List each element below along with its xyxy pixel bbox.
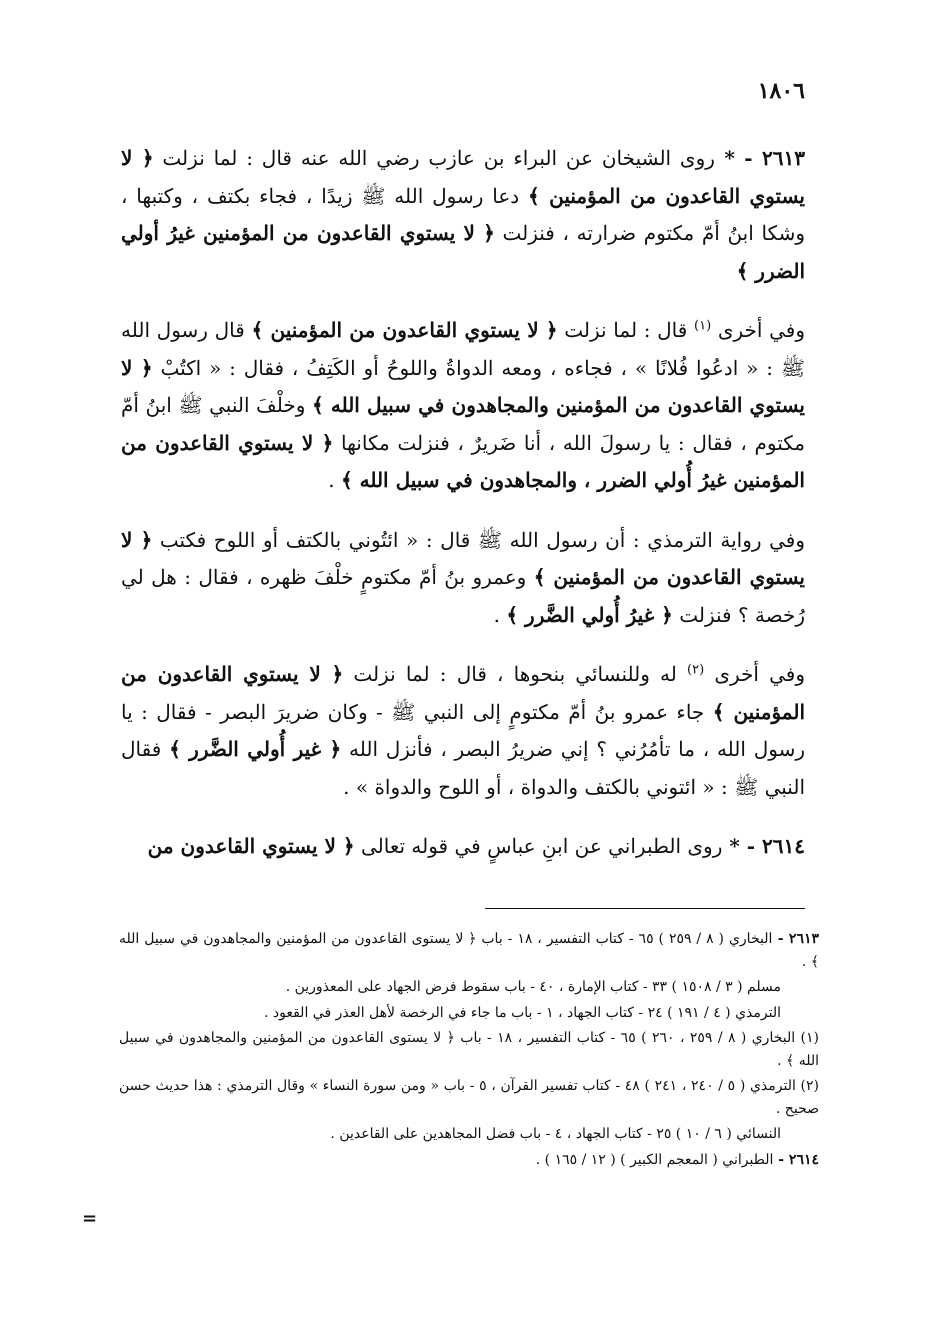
quran-quote: ﴿ غير أُولي الضَّرر ﴾ xyxy=(169,737,342,761)
quran-quote: ﴿ لا يستوي القاعدون من المؤمنين غيرُ أولي الضرر ﴾ xyxy=(121,221,805,283)
hadith-number: ٢٦١٤ - * xyxy=(722,834,805,858)
text-segment: وفي أخرى xyxy=(711,318,806,342)
text-segment: وخلْفَ النبي ﷺ ابنُ أمّ مكتوم ، فقال : يا رسولَ الله ، أنا ضَريرٌ ، فنزلت مكانها xyxy=(121,393,805,455)
quran-quote: ﴿ لا يستوي القاعدون من xyxy=(147,834,355,858)
footnote-text: النسائي ( ٦ / ١٠ ) ٢٥ - كتاب الجهاد ، ٤ - باب فضل المجاهدين على القاعدين . xyxy=(330,1126,781,1142)
quran-quote: ﴿ لا يستوي القاعدون من المؤمنين والمجاهدون في سبيل الله ﴾ xyxy=(121,355,805,417)
text-segment: روى الطبراني عن ابنِ عباسٍ في قوله تعالى xyxy=(354,834,723,858)
text-segment: . xyxy=(328,468,341,492)
footnote-number: ٢٦١٤ - xyxy=(773,1151,819,1168)
text-segment: له وللنسائي بنحوها ، قال : لما نزلت xyxy=(343,662,688,686)
footnote-number: ٢٦١٣ - xyxy=(772,931,819,947)
text-segment: فقال النبي ﷺ : « ائتوني بالكتف والدواة ، أو اللوح والدواة » . xyxy=(121,737,805,799)
footnote-ref: (١) xyxy=(694,318,712,334)
text-segment: دعا رسول الله ﷺ زيدًا ، فجاء بكتف ، وكتبها ، وشكا ابنُ أمّ مكتوم ضرارته ، فنزلت xyxy=(121,183,805,245)
quran-quote: ﴿ لا يستوي القاعدون من المؤمنين ﴾ xyxy=(121,527,805,589)
quran-quote: ﴿ لا يستوي القاعدون من المؤمنين ﴾ xyxy=(251,318,558,342)
text-segment: وفي رواية الترمذي : أن رسول الله ﷺ قال : « ائتُوني بالكتف أو اللوح فكتب xyxy=(152,527,806,552)
paragraph xyxy=(121,656,805,806)
footnote-text: (٢) الترمذي ( ٥ / ٢٤٠ ، ٢٤١ ) ٤٨ - كتاب تفسير القرآن ، ٥ - باب « ومن سورة النساء » وقال الترمذي : هذا حديث حسن صحيح . xyxy=(119,1078,819,1117)
quran-quote: ﴿ لا يستوي القاعدون من المؤمنين غيرُ أُولي الضرر ، والمجاهدون في سبيل الله ﴾ xyxy=(121,430,805,492)
footnote-text: البخاري ( ٨ / ٢٥٩ ) ٦٥ - كتاب التفسير ، ١٨ - باب ﴿ لا يستوى القاعدون من المؤمنين والمجاهدون في سبيل الله ﴾ . xyxy=(119,931,819,970)
footnote-text: الطبراني ( المعجم الكبير ) ( ١٢ / ١٦٥ ) . xyxy=(535,1151,774,1168)
text-segment: وفي أخرى xyxy=(704,662,806,686)
footnote-divider xyxy=(485,908,805,909)
paragraph xyxy=(121,522,805,635)
footnote xyxy=(119,928,819,973)
footnote xyxy=(119,1149,819,1172)
paragraph xyxy=(121,140,805,290)
footnote xyxy=(119,1027,819,1072)
quran-quote: ﴿ لا يستوي القاعدون من المؤمنين ﴾ xyxy=(121,662,805,724)
footnotes xyxy=(119,928,819,1174)
quran-quote: ﴿ لا يستوي القاعدون من المؤمنين ﴾ xyxy=(121,146,805,208)
footnote xyxy=(119,1002,819,1025)
text-segment: . xyxy=(493,602,507,627)
continuation-mark: = xyxy=(82,1208,98,1229)
footnote xyxy=(119,1075,819,1120)
text-segment: جاء عمرو بنُ أمّ مكتومٍ إلى النبي ﷺ - وكان ضريرَ البصر - فقال : يا رسول الله ، ما تأمُرُني ؟ إني ضريرُ البصر ، فأنزل الله xyxy=(121,699,806,761)
text-segment: قال رسول الله ﷺ : « ادعُوا فُلانًا » ، فجاءه ، ومعه الدواةُ واللوحُ أو الكَتِفُ ، فقال : « اكتُبْ xyxy=(121,318,805,380)
hadith-number: ٢٦١٣ - * xyxy=(714,146,806,170)
footnote-text: الترمذي ( ٤ / ١٩١ ) ٢٤ - كتاب الجهاد ، ١ - باب ما جاء في الرخصة لأهل العذر في القعود . xyxy=(263,1004,781,1021)
paragraph xyxy=(121,828,805,866)
footnote xyxy=(119,1123,819,1146)
text-segment: قال : لما نزلت xyxy=(557,318,695,342)
footnote-text: (١) البخاري ( ٨ / ٢٥٩ ، ٢٦٠ ) ٦٥ - كتاب التفسير ، ١٨ - باب ﴿ لا يستوى القاعدون من المؤمنين والمجاهدون في سبيل الله ﴾ . xyxy=(119,1030,819,1069)
main-text xyxy=(121,140,805,888)
paragraph xyxy=(121,312,805,500)
text-segment: وعمرو بنُ أمّ مكتومٍ خلْفَ ظهره ، فقال : هل لي رُخصة ؟ فنزلت xyxy=(121,565,805,627)
text-segment: روى الشيخان عن البراء بن عازب رضي الله عنه قال : لما نزلت xyxy=(153,146,715,170)
quran-quote: ﴿ غيرُ أُولي الضَّرر ﴾ xyxy=(506,602,673,627)
footnote-text: مسلم ( ٣ / ١٥٠٨ ) ٣٣ - كتاب الإمارة ، ٤٠ - باب سقوط فرض الجهاد على المعذورين . xyxy=(285,979,781,995)
footnote xyxy=(119,976,819,999)
footnote-ref: (٢) xyxy=(687,662,705,678)
page-number: ١٨٠٦ xyxy=(757,78,805,104)
